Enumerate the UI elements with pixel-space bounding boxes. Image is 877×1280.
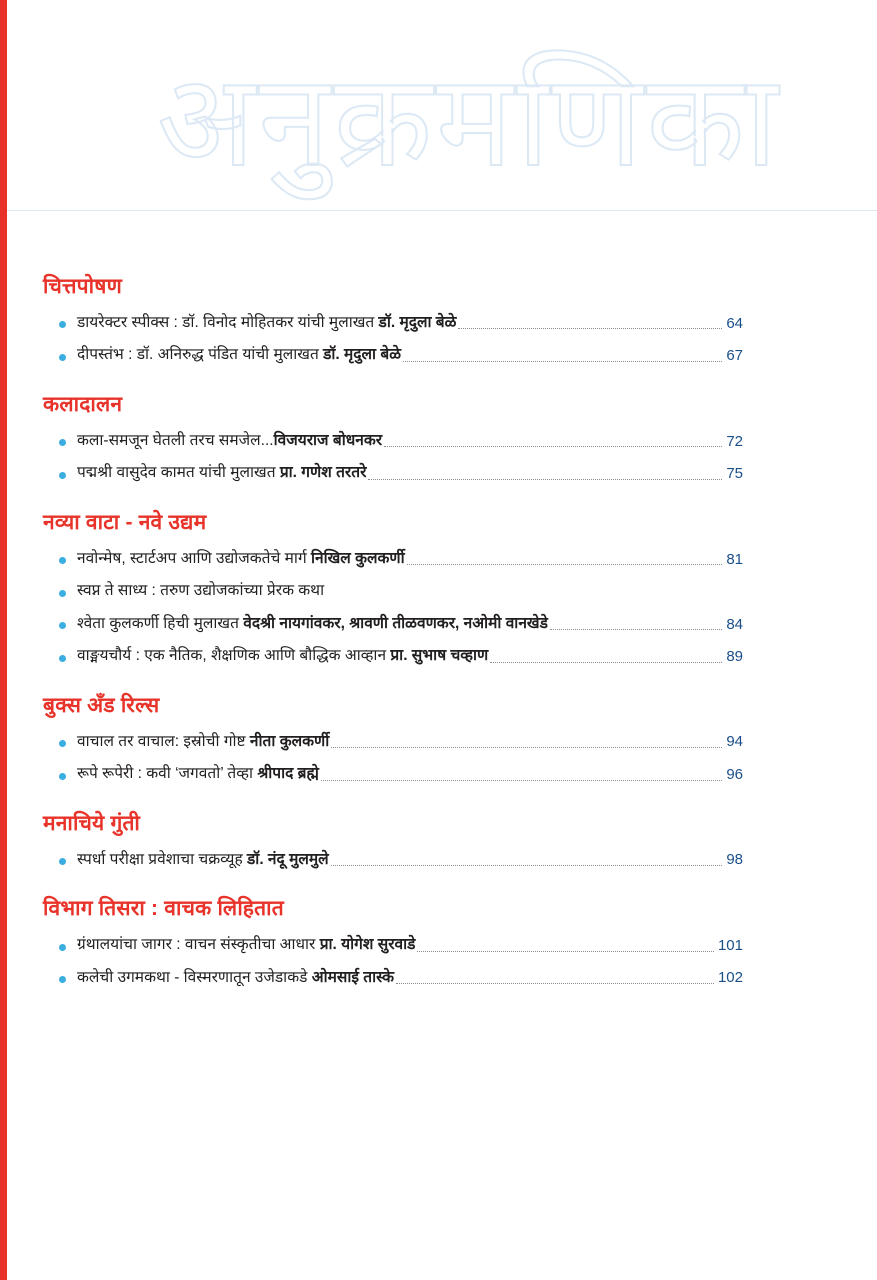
bullet-icon	[59, 321, 66, 328]
entry-page-number: 96	[726, 765, 743, 783]
toc-entry[interactable]	[43, 640, 743, 672]
bullet-icon	[59, 439, 66, 446]
toc-section	[43, 272, 743, 372]
leader-dots	[326, 597, 739, 598]
entry-author: डॉ. मृदुला बेळे	[378, 314, 457, 331]
entry-page-number: 72	[726, 432, 743, 450]
toc-section	[43, 894, 743, 994]
toc-entry-list	[43, 929, 743, 994]
leader-dots	[490, 661, 722, 663]
entry-page-number: 64	[726, 314, 743, 332]
toc-entry[interactable]	[43, 425, 743, 457]
bullet-icon	[59, 472, 66, 479]
table-of-contents	[43, 272, 743, 1004]
leader-dots	[331, 864, 723, 866]
leader-dots	[417, 950, 714, 952]
leader-dots	[396, 982, 714, 984]
toc-entry[interactable]	[43, 726, 743, 758]
entry-title-text: नवोन्मेष, स्टार्टअप आणि उद्योजकतेचे मार्ग	[77, 549, 311, 567]
section-title: चित्तपोषण	[43, 275, 122, 298]
entry-page-number: 81	[726, 550, 743, 568]
entry-author: प्रा. सुभाष चव्हाण	[390, 647, 489, 665]
toc-entry[interactable]	[43, 575, 743, 607]
bullet-icon	[59, 858, 66, 865]
leader-dots	[550, 628, 722, 630]
entry-title-text: दीपस्तंभ : डॉ. अनिरुद्ध पंडित यांची मुलाखत	[77, 346, 324, 364]
entry-title-text: श्वेता कुलकर्णी हिची मुलाखत	[77, 614, 244, 632]
section-title: नव्या वाटा - नवे उद्यम	[43, 510, 207, 534]
entry-title-text: वाङ्मयचौर्य : एक नैतिक, शैक्षणिक आणि बौद्धिक आव्हान	[77, 647, 391, 665]
entry-page-number: 102	[717, 969, 743, 987]
toc-entry-list	[43, 425, 743, 490]
toc-entry[interactable]	[43, 929, 743, 961]
toc-entry[interactable]	[43, 844, 743, 876]
section-title: मनाचिये गुंती	[43, 811, 141, 835]
watermark-title: अनुक्रमणिका	[157, 50, 782, 193]
toc-section	[43, 390, 743, 490]
bullet-icon	[59, 773, 66, 780]
entry-title-text: स्पर्धा परीक्षा प्रवेशाचा चक्रव्यूह	[77, 850, 248, 868]
entry-author: विजयराज बोधनकर	[273, 431, 383, 449]
leader-dots	[407, 563, 723, 565]
entry-author: डॉ. मृदुला बेळे	[323, 346, 401, 364]
bullet-icon	[59, 944, 66, 951]
leader-dots	[458, 327, 722, 329]
entry-title-text: वाचाल तर वाचाल: इस्रोची गोष्ट	[77, 732, 250, 750]
entry-author: निखिल कुलकर्णी	[310, 549, 405, 567]
entry-title	[77, 312, 456, 334]
entry-author: प्रा. योगेश सुरवाडे	[319, 936, 416, 954]
entry-title	[77, 967, 394, 989]
entry-title-text: कला-समजून घेतली तरच समजेल...	[77, 431, 274, 449]
bullet-icon	[59, 557, 66, 564]
entry-title-text: स्वप्न ते साध्य : तरुण उद्योजकांच्या प्रेरक कथा	[77, 582, 325, 600]
toc-entry[interactable]	[43, 543, 743, 575]
bullet-icon	[59, 740, 66, 747]
leader-dots	[384, 445, 722, 447]
leader-dots	[321, 779, 722, 781]
entry-title	[77, 731, 329, 753]
entry-title	[77, 763, 319, 785]
entry-page-number: 94	[726, 733, 743, 751]
toc-entry-list	[43, 307, 743, 372]
toc-section	[43, 691, 743, 791]
entry-title-text: ग्रंथालयांचा जागर : वाचन संस्कृतीचा आधार	[77, 936, 320, 954]
toc-entry[interactable]	[43, 962, 743, 994]
entry-page-number: 75	[726, 465, 743, 483]
entry-page-number: 89	[726, 648, 743, 665]
entry-title-text: पद्मश्री वासुदेव कामत यांची मुलाखत	[77, 464, 280, 482]
entry-title-text: रूपे रूपेरी : कवी ‘जगवतो’ तेव्हा	[77, 765, 258, 783]
toc-entry[interactable]	[43, 457, 743, 489]
entry-title	[77, 580, 324, 602]
section-title: कलादालन	[43, 392, 123, 416]
section-title: विभाग तिसरा : वाचक लिहितात	[43, 897, 284, 921]
entry-page-number: 67	[726, 347, 743, 365]
toc-entry-list	[43, 844, 743, 876]
leader-dots	[368, 478, 722, 480]
toc-entry-list	[43, 543, 743, 673]
entry-author: डॉ. नंदू मुलमुले	[247, 850, 329, 868]
entry-title	[77, 645, 488, 667]
entry-title	[77, 934, 415, 956]
watermark-divider	[7, 210, 877, 211]
entry-page-number: 98	[726, 851, 743, 869]
entry-author: श्रीपाद ब्रह्मे	[257, 765, 319, 783]
toc-entry[interactable]	[43, 608, 743, 640]
entry-author: प्रा. गणेश तरतरे	[279, 464, 367, 482]
toc-section	[43, 809, 743, 876]
toc-entry[interactable]	[43, 307, 743, 339]
bullet-icon	[59, 590, 66, 597]
entry-title-text: कलेची उगमकथा - विस्मरणातून उजेडाकडे	[77, 968, 312, 986]
entry-author: नीता कुलकर्णी	[249, 732, 330, 750]
entry-author: वेदश्री नायगांवकर, श्रावणी तीळवणकर, नओमी वानखेडे	[243, 614, 548, 632]
toc-entry[interactable]	[43, 758, 743, 790]
entry-title-text: डायरेक्टर स्पीक्स : डॉ. विनोद मोहितकर यांची मुलाखत	[77, 314, 379, 331]
bullet-icon	[59, 622, 66, 629]
leader-dots	[403, 360, 722, 362]
entry-title	[77, 849, 329, 871]
entry-title	[77, 430, 382, 452]
entry-author: ओमसाई तास्के	[311, 968, 395, 986]
bullet-icon	[59, 655, 66, 662]
entry-title	[77, 548, 405, 570]
entry-title	[77, 462, 366, 484]
entry-page-number: 101	[717, 936, 743, 954]
bullet-icon	[59, 354, 66, 361]
toc-entry[interactable]	[43, 339, 743, 371]
bullet-icon	[59, 976, 66, 983]
entry-title	[77, 344, 401, 366]
entry-page-number: 84	[726, 615, 743, 633]
section-title: बुक्स अँड रिल्स	[43, 693, 160, 717]
entry-title	[77, 613, 548, 635]
toc-entry-list	[43, 726, 743, 791]
toc-section	[43, 508, 743, 673]
leader-dots	[331, 746, 722, 748]
